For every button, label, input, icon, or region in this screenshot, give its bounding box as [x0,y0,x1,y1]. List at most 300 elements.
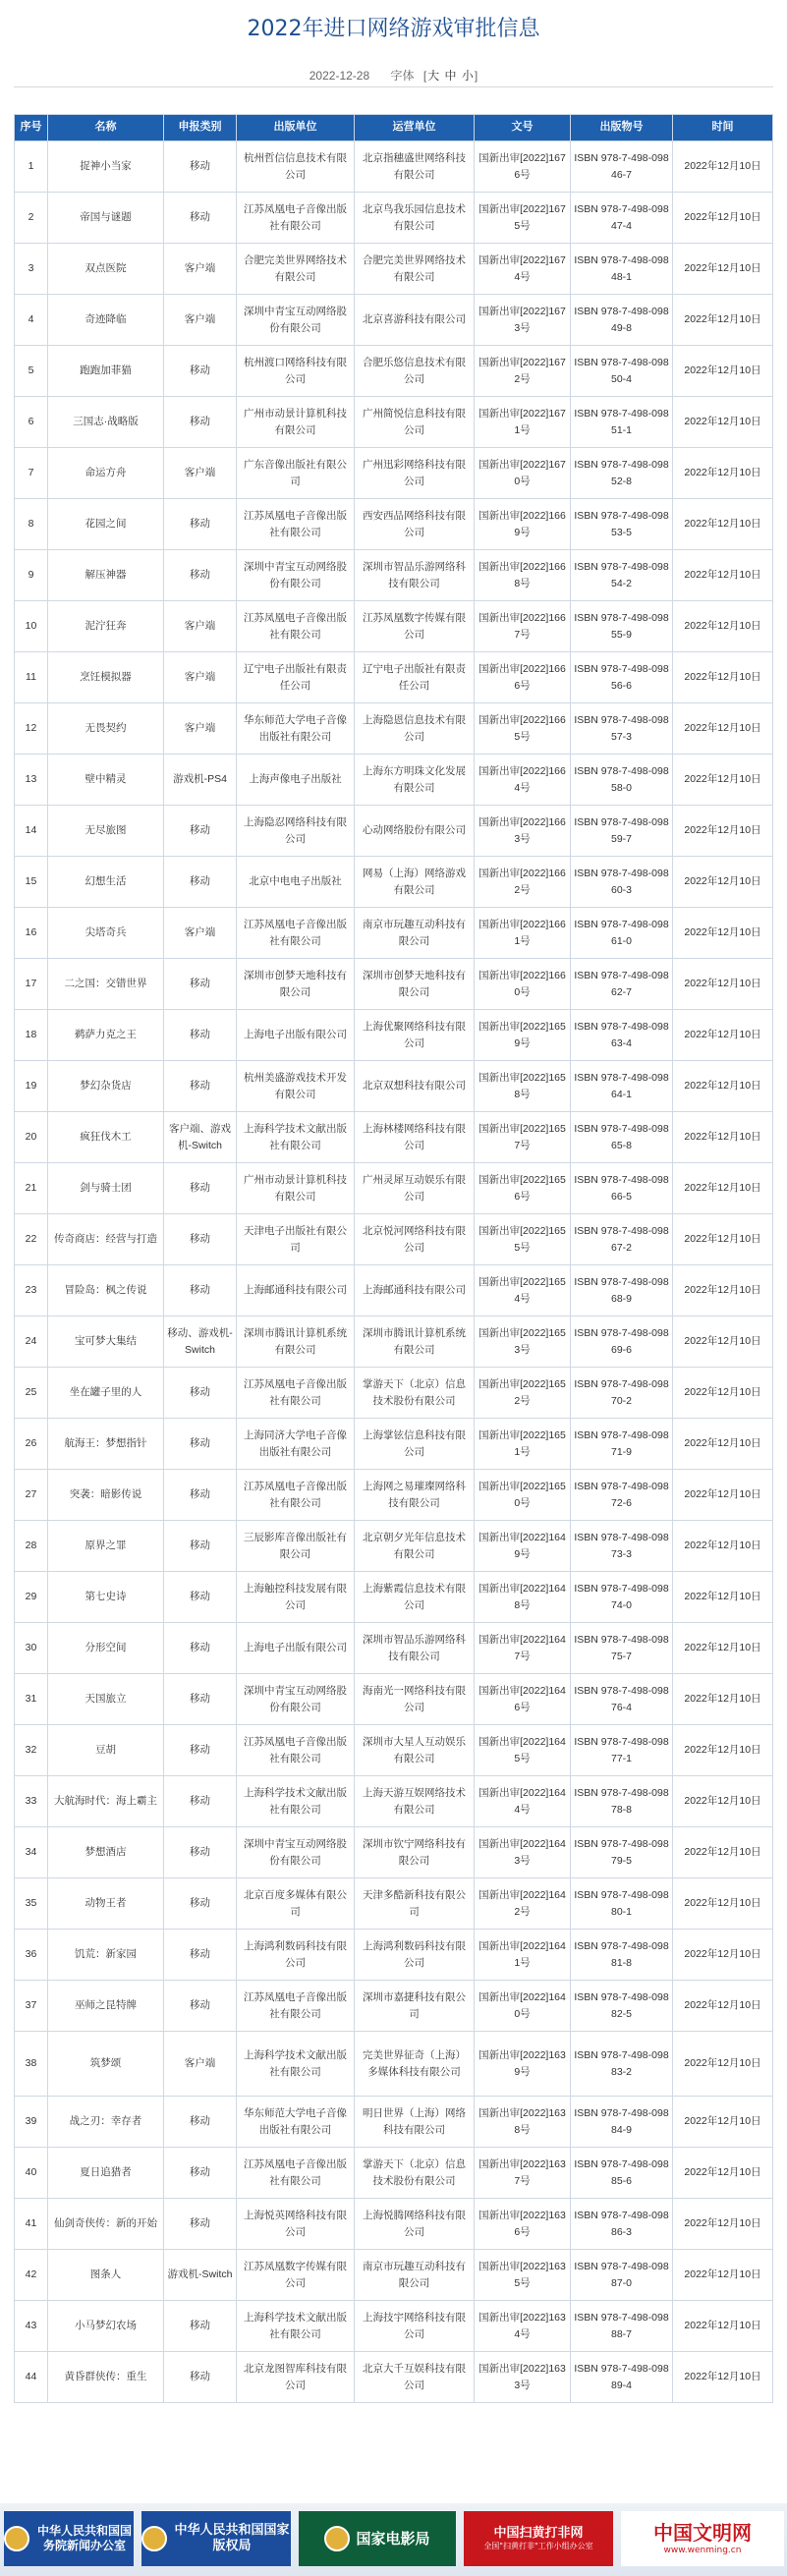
cell-date: 2022年12月10日 [673,1521,773,1572]
table-row [15,2250,773,2301]
cell-index: 21 [15,1163,48,1214]
cell-operator: 完美世界征奇（上海）多媒体科技有限公司 [355,2032,475,2097]
cell-category: 移动 [164,1163,237,1214]
cell-name: 命运方舟 [48,448,164,499]
cell-name: 第七史诗 [48,1572,164,1623]
cell-date: 2022年12月10日 [673,397,773,448]
cell-approval-no: 国新出审[2022]1664号 [475,755,571,806]
cell-category: 移动 [164,1725,237,1776]
cell-publisher: 深圳中青宝互动网络股份有限公司 [237,295,355,346]
cell-name: 坐在罐子里的人 [48,1368,164,1419]
cell-operator: 上海紫霞信息技术有限公司 [355,1572,475,1623]
font-size-switcher: 字体 [大 中 小] [390,69,478,83]
cell-isbn: ISBN 978-7-498-09881-8 [571,1930,673,1981]
cell-operator: 合肥乐悠信息技术有限公司 [355,346,475,397]
cell-category: 移动 [164,193,237,244]
cell-name: 航海王：梦想指针 [48,1419,164,1470]
cell-index: 5 [15,346,48,397]
cell-date: 2022年12月10日 [673,1623,773,1674]
cell-date: 2022年12月10日 [673,1827,773,1878]
cell-name: 帝国与谜题 [48,193,164,244]
cell-index: 31 [15,1674,48,1725]
table-row [15,244,773,295]
cell-date: 2022年12月10日 [673,499,773,550]
cell-date: 2022年12月10日 [673,1725,773,1776]
table-row [15,2199,773,2250]
table-row [15,1521,773,1572]
cell-isbn: ISBN 978-7-498-09877-1 [571,1725,673,1776]
cell-date: 2022年12月10日 [673,1265,773,1316]
cell-index: 8 [15,499,48,550]
cell-index: 20 [15,1112,48,1163]
footer-link-copyright-label: 中华人民共和国国家版权局 [174,2522,290,2553]
cell-isbn: ISBN 978-7-498-09885-6 [571,2148,673,2199]
cell-index: 44 [15,2352,48,2403]
table-row [15,1316,773,1368]
cell-category: 移动 [164,1623,237,1674]
page-title: 2022年进口网络游戏审批信息 [247,17,540,41]
cell-name: 跑跑加菲猫 [48,346,164,397]
cell-isbn: ISBN 978-7-498-09849-8 [571,295,673,346]
cell-index: 29 [15,1572,48,1623]
cell-publisher: 江苏凤凰电子音像出版社有限公司 [237,1981,355,2032]
cell-date: 2022年12月10日 [673,1776,773,1827]
cell-index: 24 [15,1316,48,1368]
font-size-small[interactable]: 小 [461,69,474,83]
national-emblem-icon [141,2526,167,2551]
cell-isbn: ISBN 978-7-498-09853-5 [571,499,673,550]
cell-publisher: 杭州哲信信息技术有限公司 [237,141,355,193]
table-row [15,1878,773,1930]
font-size-large[interactable]: 大 [427,69,440,83]
cell-isbn: ISBN 978-7-498-09856-6 [571,652,673,703]
footer-link-film-label: 国家电影局 [356,2529,430,2548]
cell-index: 3 [15,244,48,295]
cell-category: 移动 [164,1010,237,1061]
cell-category: 移动 [164,397,237,448]
cell-operator: 上海鸿利数码科技有限公司 [355,1930,475,1981]
header-publisher: 出版单位 [237,115,355,141]
cell-name: 分形空间 [48,1623,164,1674]
cell-publisher: 江苏凤凰电子音像出版社有限公司 [237,193,355,244]
cell-name: 双点医院 [48,244,164,295]
cell-date: 2022年12月10日 [673,2199,773,2250]
cell-index: 7 [15,448,48,499]
cell-operator: 天津多酷新科技有限公司 [355,1878,475,1930]
cell-index: 19 [15,1061,48,1112]
cell-operator: 上海隐恩信息技术有限公司 [355,703,475,755]
cell-index: 37 [15,1981,48,2032]
cell-category: 客户端 [164,448,237,499]
table-row [15,1981,773,2032]
table-header-row [15,115,773,141]
cell-operator: 广州迅彩网络科技有限公司 [355,448,475,499]
table-row [15,959,773,1010]
cell-category: 移动 [164,1521,237,1572]
cell-category: 客户端 [164,295,237,346]
cell-isbn: ISBN 978-7-498-09878-8 [571,1776,673,1827]
table-row [15,1010,773,1061]
cell-name: 无畏契约 [48,703,164,755]
cell-publisher: 华东师范大学电子音像出版社有限公司 [237,2097,355,2148]
cell-publisher: 江苏凤凰电子音像出版社有限公司 [237,1470,355,1521]
footer-links [0,2503,787,2576]
cell-isbn: ISBN 978-7-498-09854-2 [571,550,673,601]
cell-category: 移动 [164,1930,237,1981]
cell-approval-no: 国新出审[2022]1640号 [475,1981,571,2032]
footer-link-shdf-sub: 全国"扫黄打非"工作小组办公室 [483,2542,593,2551]
cell-name: 剑与骑士团 [48,1163,164,1214]
cell-category: 移动 [164,1265,237,1316]
cell-publisher: 上海邮通科技有限公司 [237,1265,355,1316]
cell-category: 移动 [164,550,237,601]
cell-date: 2022年12月10日 [673,2250,773,2301]
cell-name: 三国志·战略版 [48,397,164,448]
table-row [15,2032,773,2097]
table-row [15,397,773,448]
cell-approval-no: 国新出审[2022]1676号 [475,141,571,193]
table-row [15,1214,773,1265]
cell-publisher: 江苏凤凰电子音像出版社有限公司 [237,601,355,652]
cell-operator: 上海优聚网络科技有限公司 [355,1010,475,1061]
cell-approval-no: 国新出审[2022]1636号 [475,2199,571,2250]
table-row [15,1368,773,1419]
cell-category: 移动 [164,1572,237,1623]
table-row [15,1061,773,1112]
cell-name: 二之国：交错世界 [48,959,164,1010]
cell-name: 解压神器 [48,550,164,601]
table-row [15,1470,773,1521]
cell-operator: 北京指穗盛世网络科技有限公司 [355,141,475,193]
cell-isbn: ISBN 978-7-498-09867-2 [571,1214,673,1265]
cell-operator: 上海悦腾网络科技有限公司 [355,2199,475,2250]
cell-index: 17 [15,959,48,1010]
cell-approval-no: 国新出审[2022]1674号 [475,244,571,295]
cell-name: 捉神小当家 [48,141,164,193]
cell-date: 2022年12月10日 [673,1981,773,2032]
table-row [15,1419,773,1470]
table-row [15,2301,773,2352]
cell-publisher: 江苏凤凰电子音像出版社有限公司 [237,499,355,550]
cell-category: 移动 [164,1061,237,1112]
cell-isbn: ISBN 978-7-498-09864-1 [571,1061,673,1112]
cell-publisher: 上海科学技术文献出版社有限公司 [237,1776,355,1827]
cell-name: 小马梦幻农场 [48,2301,164,2352]
table-row [15,1112,773,1163]
cell-isbn: ISBN 978-7-498-09862-7 [571,959,673,1010]
cell-index: 36 [15,1930,48,1981]
header-name: 名称 [48,115,164,141]
table-row [15,295,773,346]
table-row [15,755,773,806]
cell-date: 2022年12月10日 [673,1316,773,1368]
cell-operator: 深圳市钦宁网络科技有限公司 [355,1827,475,1878]
cell-publisher: 辽宁电子出版社有限责任公司 [237,652,355,703]
cell-operator: 掌游天下（北京）信息技术股份有限公司 [355,2148,475,2199]
cell-approval-no: 国新出审[2022]1661号 [475,908,571,959]
cell-publisher: 杭州渡口网络科技有限公司 [237,346,355,397]
cell-date: 2022年12月10日 [673,1368,773,1419]
header-approval-no: 文号 [475,115,571,141]
cell-operator: 心动网络股份有限公司 [355,806,475,857]
cell-category: 移动、游戏机-Switch [164,1316,237,1368]
cell-operator: 广州简悦信息科技有限公司 [355,397,475,448]
cell-index: 42 [15,2250,48,2301]
table-row [15,806,773,857]
cell-category: 移动 [164,959,237,1010]
cell-date: 2022年12月10日 [673,1112,773,1163]
cell-index: 32 [15,1725,48,1776]
cell-category: 客户端、游戏机-Switch [164,1112,237,1163]
cell-isbn: ISBN 978-7-498-09884-9 [571,2097,673,2148]
footer-link-wenming-url: www.wenming.cn [663,2545,742,2555]
cell-publisher: 江苏凤凰电子音像出版社有限公司 [237,908,355,959]
cell-category: 移动 [164,1214,237,1265]
cell-publisher: 上海触控科技发展有限公司 [237,1572,355,1623]
cell-approval-no: 国新出审[2022]1668号 [475,550,571,601]
cell-name: 天国旅立 [48,1674,164,1725]
national-emblem-icon [4,2526,29,2551]
cell-approval-no: 国新出审[2022]1652号 [475,1368,571,1419]
cell-index: 26 [15,1419,48,1470]
cell-index: 27 [15,1470,48,1521]
cell-index: 14 [15,806,48,857]
cell-publisher: 上海同济大学电子音像出版社有限公司 [237,1419,355,1470]
cell-operator: 辽宁电子出版社有限责任公司 [355,652,475,703]
cell-approval-no: 国新出审[2022]1673号 [475,295,571,346]
cell-isbn: ISBN 978-7-498-09880-1 [571,1878,673,1930]
cell-approval-no: 国新出审[2022]1646号 [475,1674,571,1725]
cell-date: 2022年12月10日 [673,346,773,397]
cell-category: 移动 [164,141,237,193]
cell-operator: 上海邮通科技有限公司 [355,1265,475,1316]
cell-publisher: 上海鸿利数码科技有限公司 [237,1930,355,1981]
cell-category: 游戏机-PS4 [164,755,237,806]
cell-publisher: 上海隐忍网络科技有限公司 [237,806,355,857]
cell-operator: 深圳市智品乐游网络科技有限公司 [355,1623,475,1674]
cell-date: 2022年12月10日 [673,2352,773,2403]
cell-publisher: 深圳市腾讯计算机系统有限公司 [237,1316,355,1368]
cell-publisher: 北京中电电子出版社 [237,857,355,908]
cell-isbn: ISBN 978-7-498-09848-1 [571,244,673,295]
table-row [15,141,773,193]
cell-index: 39 [15,2097,48,2148]
table-row [15,1776,773,1827]
cell-index: 12 [15,703,48,755]
cell-name: 筑梦颂 [48,2032,164,2097]
cell-isbn: ISBN 978-7-498-09869-6 [571,1316,673,1368]
cell-publisher: 上海科学技术文献出版社有限公司 [237,1112,355,1163]
cell-name: 饥荒：新家园 [48,1930,164,1981]
cell-date: 2022年12月10日 [673,2148,773,2199]
table-row [15,2352,773,2403]
cell-approval-no: 国新出审[2022]1654号 [475,1265,571,1316]
cell-operator: 深圳市智品乐游网络科技有限公司 [355,550,475,601]
cell-name: 战之刃：幸存者 [48,2097,164,2148]
cell-publisher: 杭州美盛游戏技术开发有限公司 [237,1061,355,1112]
cell-date: 2022年12月10日 [673,857,773,908]
footer-link-film[interactable] [299,2511,456,2566]
cell-operator: 上海林楼网络科技有限公司 [355,1112,475,1163]
cell-isbn: ISBN 978-7-498-09871-9 [571,1419,673,1470]
cell-approval-no: 国新出审[2022]1645号 [475,1725,571,1776]
cell-name: 无尽旅图 [48,806,164,857]
cell-category: 移动 [164,1368,237,1419]
cell-name: 夏日追猎者 [48,2148,164,2199]
table-row [15,703,773,755]
cell-operator: 广州灵犀互动娱乐有限公司 [355,1163,475,1214]
cell-isbn: ISBN 978-7-498-09855-9 [571,601,673,652]
cell-approval-no: 国新出审[2022]1669号 [475,499,571,550]
table-row [15,1623,773,1674]
cell-index: 18 [15,1010,48,1061]
footer-link-shdf[interactable] [464,2511,613,2566]
table-row [15,550,773,601]
cell-approval-no: 国新出审[2022]1657号 [475,1112,571,1163]
cell-index: 10 [15,601,48,652]
cell-index: 35 [15,1878,48,1930]
cell-index: 33 [15,1776,48,1827]
cell-category: 移动 [164,2352,237,2403]
table-row [15,448,773,499]
footer-link-scio[interactable] [4,2511,134,2566]
cell-approval-no: 国新出审[2022]1660号 [475,959,571,1010]
cell-publisher: 深圳中青宝互动网络股份有限公司 [237,550,355,601]
cell-name: 传奇商店：经营与打造 [48,1214,164,1265]
cell-date: 2022年12月10日 [673,908,773,959]
cell-operator: 北京双想科技有限公司 [355,1061,475,1112]
cell-category: 移动 [164,346,237,397]
cell-publisher: 江苏凤凰电子音像出版社有限公司 [237,2148,355,2199]
cell-category: 游戏机-Switch [164,2250,237,2301]
cell-date: 2022年12月10日 [673,1470,773,1521]
cell-category: 移动 [164,1878,237,1930]
cell-category: 客户端 [164,2032,237,2097]
font-label: 字体 [390,69,415,83]
cell-operator: 深圳市嘉捷科技有限公司 [355,1981,475,2032]
table-row [15,193,773,244]
cell-approval-no: 国新出审[2022]1666号 [475,652,571,703]
cell-name: 豆胡 [48,1725,164,1776]
cell-category: 移动 [164,2148,237,2199]
cell-category: 移动 [164,1827,237,1878]
footer-link-wenming-label: 中国文明网 [653,2520,752,2545]
table-row [15,346,773,397]
cell-category: 客户端 [164,244,237,295]
cell-name: 壁中精灵 [48,755,164,806]
cell-isbn: ISBN 978-7-498-09850-4 [571,346,673,397]
cell-approval-no: 国新出审[2022]1647号 [475,1623,571,1674]
cell-isbn: ISBN 978-7-498-09883-2 [571,2032,673,2097]
font-size-medium[interactable]: 中 [444,69,457,83]
cell-operator: 北京大千互娱科技有限公司 [355,2352,475,2403]
cell-name: 花园之间 [48,499,164,550]
cell-category: 移动 [164,806,237,857]
cell-approval-no: 国新出审[2022]1633号 [475,2352,571,2403]
cell-date: 2022年12月10日 [673,550,773,601]
cell-date: 2022年12月10日 [673,2032,773,2097]
cell-name: 动物王者 [48,1878,164,1930]
table-row [15,499,773,550]
cell-publisher: 广东音像出版社有限公司 [237,448,355,499]
cell-index: 30 [15,1623,48,1674]
cell-category: 移动 [164,1419,237,1470]
cell-name: 尖塔奇兵 [48,908,164,959]
cell-operator: 深圳市腾讯计算机系统有限公司 [355,1316,475,1368]
table-row [15,1163,773,1214]
table-row [15,1930,773,1981]
cell-isbn: ISBN 978-7-498-09859-7 [571,806,673,857]
header-index: 序号 [15,115,48,141]
cell-name: 原界之罪 [48,1521,164,1572]
cell-isbn: ISBN 978-7-498-09846-7 [571,141,673,193]
cell-isbn: ISBN 978-7-498-09870-2 [571,1368,673,1419]
cell-date: 2022年12月10日 [673,448,773,499]
footer-link-copyright[interactable] [141,2511,291,2566]
cell-approval-no: 国新出审[2022]1643号 [475,1827,571,1878]
cell-operator: 合肥完美世界网络技术有限公司 [355,244,475,295]
cell-category: 移动 [164,2199,237,2250]
cell-isbn: ISBN 978-7-498-09851-1 [571,397,673,448]
cell-date: 2022年12月10日 [673,2301,773,2352]
cell-publisher: 广州市动景计算机科技有限公司 [237,397,355,448]
cell-publisher: 深圳中青宝互动网络股份有限公司 [237,1827,355,1878]
cell-approval-no: 国新出审[2022]1653号 [475,1316,571,1368]
cell-category: 客户端 [164,908,237,959]
cell-date: 2022年12月10日 [673,1878,773,1930]
cell-name: 鹈萨力克之王 [48,1010,164,1061]
cell-operator: 北京朝夕光年信息技术有限公司 [355,1521,475,1572]
cell-approval-no: 国新出审[2022]1642号 [475,1878,571,1930]
cell-date: 2022年12月10日 [673,652,773,703]
cell-operator: 上海网之易璀璨网络科技有限公司 [355,1470,475,1521]
cell-approval-no: 国新出审[2022]1663号 [475,806,571,857]
cell-index: 6 [15,397,48,448]
cell-index: 40 [15,2148,48,2199]
cell-name: 梦幻杂货店 [48,1061,164,1112]
cell-index: 1 [15,141,48,193]
cell-date: 2022年12月10日 [673,1163,773,1214]
cell-date: 2022年12月10日 [673,1061,773,1112]
cell-operator: 北京悦河网络科技有限公司 [355,1214,475,1265]
cell-publisher: 广州市动景计算机科技有限公司 [237,1163,355,1214]
cell-name: 巫师之昆特牌 [48,1981,164,2032]
cell-category: 移动 [164,1981,237,2032]
cell-operator: 网易（上海）网络游戏有限公司 [355,857,475,908]
cell-date: 2022年12月10日 [673,1674,773,1725]
table-row [15,1725,773,1776]
cell-date: 2022年12月10日 [673,193,773,244]
publish-date: 2022-12-28 [309,69,370,83]
cell-category: 移动 [164,1776,237,1827]
cell-name: 宝可梦大集结 [48,1316,164,1368]
cell-publisher: 上海悦英网络科技有限公司 [237,2199,355,2250]
cell-name: 疯狂伐木工 [48,1112,164,1163]
cell-publisher: 华东师范大学电子音像出版社有限公司 [237,703,355,755]
cell-isbn: ISBN 978-7-498-09882-5 [571,1981,673,2032]
cell-publisher: 天津电子出版社有限公司 [237,1214,355,1265]
cell-index: 25 [15,1368,48,1419]
cell-approval-no: 国新出审[2022]1634号 [475,2301,571,2352]
cell-date: 2022年12月10日 [673,755,773,806]
cell-index: 28 [15,1521,48,1572]
cell-approval-no: 国新出审[2022]1675号 [475,193,571,244]
cell-operator: 江苏凤凰数字传媒有限公司 [355,601,475,652]
cell-operator: 南京市玩趣互动科技有限公司 [355,908,475,959]
cell-publisher: 上海科学技术文献出版社有限公司 [237,2032,355,2097]
cell-operator: 上海天游互娱网络技术有限公司 [355,1776,475,1827]
footer-link-wenming[interactable] [621,2511,784,2566]
